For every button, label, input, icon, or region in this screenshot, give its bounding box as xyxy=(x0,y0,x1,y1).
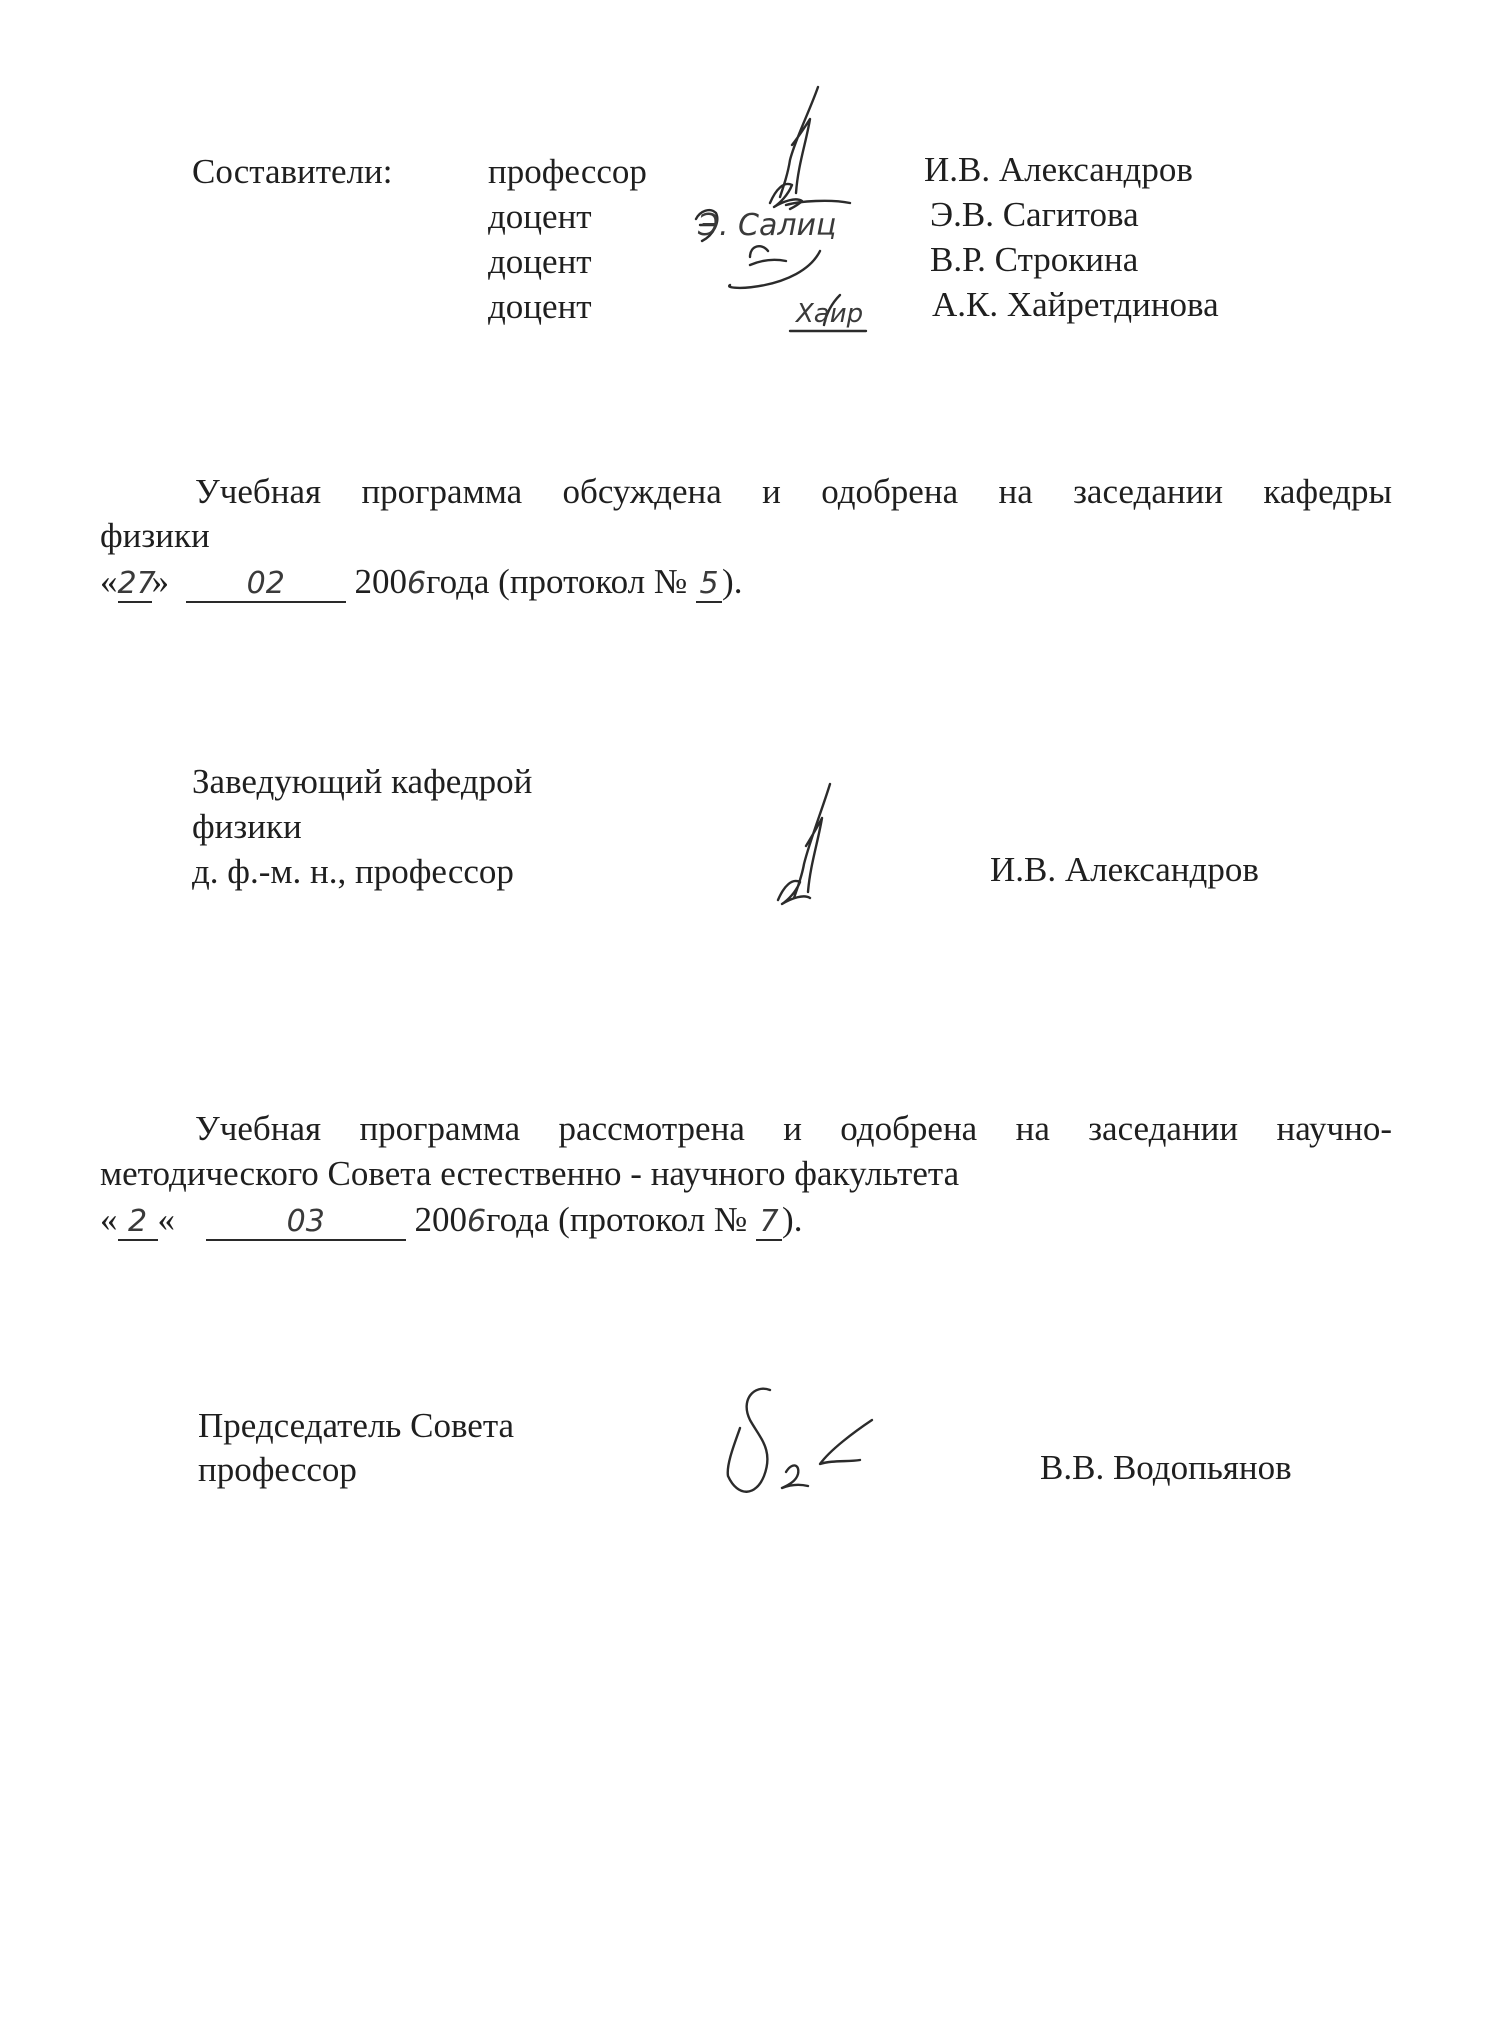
signature-aleksandrov-2 xyxy=(750,780,840,910)
approval1-protocol-number: 5 xyxy=(696,567,722,603)
approval1-date-end: ). xyxy=(722,562,743,601)
compiler-title-3: доцент xyxy=(488,242,592,281)
approval2-date-month: 03 xyxy=(206,1205,406,1241)
approval1-line2: физики xyxy=(100,516,210,555)
chairman-line2: профессор xyxy=(198,1450,357,1489)
compiler-title-1: профессор xyxy=(488,152,647,191)
head-line2: физики xyxy=(192,807,302,846)
approval1-date-close: » xyxy=(151,562,169,601)
approval1-date xyxy=(100,560,742,606)
signature-vodopyanov xyxy=(720,1380,890,1510)
approval1-date-month: 02 xyxy=(186,567,346,603)
approval1-date-year-digit: 6 xyxy=(407,566,427,601)
signature-sagitova-text: Э. Салиц xyxy=(698,208,837,243)
approval2-date-close: « xyxy=(157,1200,175,1239)
approval2-date xyxy=(100,1198,802,1244)
approval2-line2: методического Совета естественно - научного факультета xyxy=(100,1154,960,1193)
compiler-title-2: доцент xyxy=(488,197,592,236)
approval2-date-open: « xyxy=(100,1200,118,1239)
head-name: И.В. Александров xyxy=(990,850,1259,889)
approval2-date-end: ). xyxy=(782,1200,803,1239)
approval2-date-year-prefix: 200 xyxy=(414,1200,467,1239)
chairman-name: В.В. Водопьянов xyxy=(1040,1448,1292,1487)
approval1-line1: Учебная программа обсуждена и одобрена на заседании кафедры xyxy=(195,472,1392,511)
signature-khairetdinova-text: Хаир xyxy=(796,299,864,329)
compiler-name-3: В.Р. Строкина xyxy=(930,240,1139,279)
approval1-date-day: 27 xyxy=(117,566,156,601)
approval1-date-suffix: года (протокол № xyxy=(426,562,688,601)
chairman-line1: Председатель Совета xyxy=(198,1406,515,1445)
compiler-title-4: доцент xyxy=(488,287,592,326)
approval2-line1: Учебная программа рассмотрена и одобрена на заседании научно- xyxy=(195,1109,1392,1148)
approval2-protocol-number: 7 xyxy=(756,1205,782,1241)
approval1-date-year-prefix: 200 xyxy=(354,562,407,601)
compiler-name-4: А.К. Хайретдинова xyxy=(932,285,1219,324)
compiler-name-1: И.В. Александров xyxy=(924,150,1193,189)
approval2-date-suffix: года (протокол № xyxy=(486,1200,748,1239)
approval2-date-day: 2 xyxy=(118,1205,158,1241)
head-line3: д. ф.-м. н., профессор xyxy=(192,852,514,891)
head-line1: Заведующий кафедрой xyxy=(192,762,533,801)
approval1-date-open: « xyxy=(100,562,118,601)
approval2-date-year-digit: 6 xyxy=(467,1204,487,1239)
compiler-name-2: Э.В. Сагитова xyxy=(930,195,1139,234)
compilers-label: Составители: xyxy=(192,152,393,191)
